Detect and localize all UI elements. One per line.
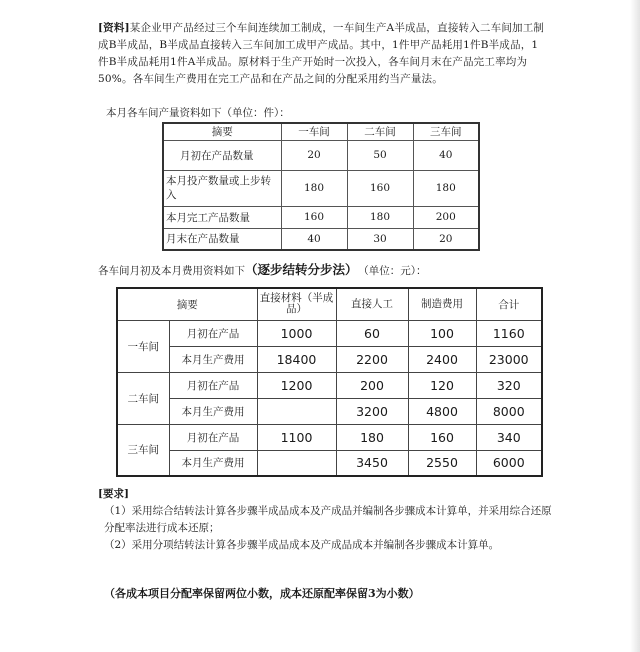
output-caption: 本月各车间产量资料如下（单位：件）： <box>106 107 290 119</box>
table-cell: 40 <box>281 228 347 250</box>
cost-header-overhead: 制造费用 <box>408 288 476 320</box>
requirement-item-2: （2）采用分项结转法计算各步骤半成品成本及产成品成本并编制各步骤成本计算单。 <box>104 539 500 551</box>
table-row <box>117 372 542 398</box>
cost-header-summary: 摘要 <box>117 288 257 320</box>
cell-total: 23000 <box>476 346 542 372</box>
cell-labor: 3200 <box>336 398 408 424</box>
cell-material: 1200 <box>257 372 336 398</box>
cost-caption-prefix: 各车间月初及本月费用资料如下 <box>98 265 245 277</box>
cell-labor: 2200 <box>336 346 408 372</box>
table-cell: 20 <box>281 140 347 170</box>
table-row <box>117 346 542 372</box>
output-header-ws1: 一车间 <box>281 123 347 140</box>
cost-caption <box>98 260 427 278</box>
cell-overhead: 100 <box>408 320 476 346</box>
cell-total: 6000 <box>476 450 542 476</box>
cost-table-header <box>117 288 542 320</box>
row-item: 本月生产费用 <box>169 346 257 372</box>
table-cell: 30 <box>347 228 413 250</box>
cell-material <box>257 450 336 476</box>
output-header-ws2: 二车间 <box>347 123 413 140</box>
cell-labor: 180 <box>336 424 408 450</box>
table-cell: 40 <box>413 140 479 170</box>
table-cell: 50 <box>347 140 413 170</box>
cell-labor: 3450 <box>336 450 408 476</box>
workshop-name: 一车间 <box>117 320 169 372</box>
row-label: 月初在产品数量 <box>163 140 281 170</box>
rounding-note: （各成本项目分配率保留两位小数，成本还原配率保留3为小数） <box>104 587 420 600</box>
row-item: 本月生产费用 <box>169 450 257 476</box>
cell-material: 1100 <box>257 424 336 450</box>
row-item: 月初在产品 <box>169 424 257 450</box>
cost-table <box>116 287 543 477</box>
intro-tag: [资料] <box>98 22 130 34</box>
cell-overhead: 2550 <box>408 450 476 476</box>
cell-total: 320 <box>476 372 542 398</box>
table-cell: 180 <box>347 206 413 228</box>
cell-total: 8000 <box>476 398 542 424</box>
row-label: 月末在产品数量 <box>163 228 281 250</box>
table-row <box>163 140 479 170</box>
cell-total: 1160 <box>476 320 542 346</box>
output-table <box>162 122 480 251</box>
table-cell: 200 <box>413 206 479 228</box>
cell-material: 1000 <box>257 320 336 346</box>
table-row <box>163 206 479 228</box>
cell-total: 340 <box>476 424 542 450</box>
table-cell: 180 <box>413 170 479 206</box>
table-row <box>117 320 542 346</box>
row-label: 本月完工产品数量 <box>163 206 281 228</box>
workshop-name: 三车间 <box>117 424 169 476</box>
table-cell: 160 <box>347 170 413 206</box>
output-header-ws3: 三车间 <box>413 123 479 140</box>
row-label: 本月投产数量或上步转入 <box>163 170 281 206</box>
cost-header-labor: 直接人工 <box>336 288 408 320</box>
cost-header-total: 合计 <box>476 288 542 320</box>
cell-overhead: 4800 <box>408 398 476 424</box>
cost-caption-unit: （单位：元）： <box>363 265 427 277</box>
table-row <box>117 398 542 424</box>
page-edge-shadow <box>630 0 640 652</box>
cell-material: 18400 <box>257 346 336 372</box>
row-item: 月初在产品 <box>169 320 257 346</box>
intro-paragraph <box>98 20 546 88</box>
intro-text: 某企业甲产品经过三个车间连续加工制成，一车间生产A半成品，直接转入二车间加工制成B半成品，B半成品直接转入三车间加工成甲产成品。其中，1件甲产品耗用1件B半成品，1件B半成品耗用1件A半成品。原材料于生产开始时一次投入，各车间月末在产品完工率均为50%。各车间生产费用在完工产品和在产品之间的分配采用约当产量法。 <box>98 22 545 85</box>
workshop-name: 二车间 <box>117 372 169 424</box>
cell-overhead: 2400 <box>408 346 476 372</box>
table-row <box>163 170 479 206</box>
output-table-header <box>163 123 479 140</box>
requirements-section <box>98 486 558 554</box>
table-row <box>117 450 542 476</box>
table-cell: 180 <box>281 170 347 206</box>
cell-labor: 200 <box>336 372 408 398</box>
cell-labor: 60 <box>336 320 408 346</box>
output-header-summary: 摘要 <box>163 123 281 140</box>
row-item: 本月生产费用 <box>169 398 257 424</box>
table-row <box>117 424 542 450</box>
cell-overhead: 120 <box>408 372 476 398</box>
row-item: 月初在产品 <box>169 372 257 398</box>
cost-header-material: 直接材料（半成品） <box>257 288 336 320</box>
requirement-item-1: （1）采用综合结转法计算各步骤半成品成本及产成品并编制各步骤成本计算单，并采用综合还原分配率法进行成本还原； <box>104 505 552 534</box>
cell-material <box>257 398 336 424</box>
cell-overhead: 160 <box>408 424 476 450</box>
requirements-title: [要求] <box>98 488 129 500</box>
table-row <box>163 228 479 250</box>
cost-caption-method: （逐步结转分步法） <box>245 262 358 277</box>
table-cell: 160 <box>281 206 347 228</box>
table-cell: 20 <box>413 228 479 250</box>
